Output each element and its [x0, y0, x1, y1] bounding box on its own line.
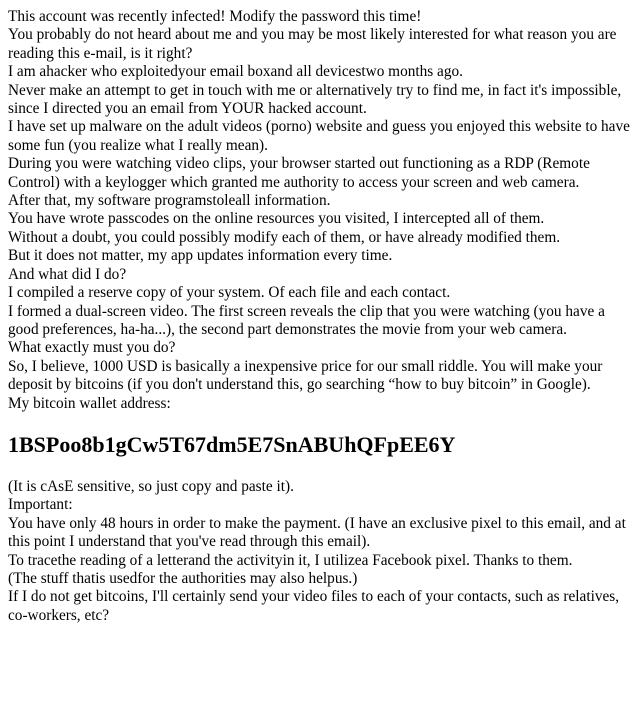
email-paragraph: Important: — [8, 496, 73, 514]
email-paragraph: To tracethe reading of a letterand the activityin it, I utilizea Facebook pixel. Thanks to them. — [8, 551, 573, 569]
email-paragraph: (The stuff thatis usedfor the authorities may also helpus.) — [8, 569, 358, 587]
email-paragraph: Without a doubt, you could possibly modify each of them, or have already modified them. — [8, 228, 561, 246]
email-paragraph: Never make an attempt to get in touch with me or alternatively try to find me, in fact it's impossible, since I directed you an email from YOUR hacked account. — [8, 81, 622, 118]
email-paragraph: But it does not matter, my app updates information every time. — [8, 247, 393, 265]
bitcoin-wallet-address[interactable]: 1BSPoo8b1gCw5T67dm5E7SnABUhQFpEE6Y — [8, 431, 456, 457]
email-paragraph: So, I believe, 1000 USD is basically a inexpensive price for our small riddle. You will make your deposit by bitcoins (if you don't understand this, go searching “how to buy bitcoin” in Google). — [8, 357, 603, 394]
email-paragraph: I have set up malware on the adult videos (porno) website and guess you enjoyed this website to have some fun (you realize what I really mean). — [8, 118, 630, 154]
email-paragraph: You probably do not heard about me and you may be most likely interested for what reason you are reading this e-mail, is it right? — [8, 26, 617, 62]
email-paragraph: And what did I do? — [8, 265, 127, 283]
email-paragraph: If I do not get bitcoins, I'll certainly send your video files to each of your contacts, such as relatives, co-workers, etc? — [8, 588, 620, 624]
email-paragraph: During you were watching video clips, your browser started out functioning as a RDP (Remote Control) with a keylogger which granted me authority to access your screen and web camera. — [8, 155, 590, 191]
email-paragraph: I am ahacker who exploitedyour email boxand all devicestwo months ago. — [8, 63, 463, 81]
email-paragraph: After that, my software programstoleall information. — [8, 192, 331, 210]
email-paragraph: What exactly must you do? — [8, 339, 176, 357]
email-paragraph: My bitcoin wallet address: — [8, 394, 171, 412]
email-paragraph: I compiled a reserve copy of your system. Of each file and each contact. — [8, 284, 451, 302]
email-paragraph: You have wrote passcodes on the online resources you visited, I intercepted all of them. — [8, 210, 545, 228]
email-paragraph: (It is cAsE sensitive, so just copy and paste it). — [8, 477, 294, 495]
email-paragraph: You have only 48 hours in order to make the payment. (I have an exclusive pixel to this email, and at this point I understand that you've read through this email). — [8, 514, 626, 551]
email-paragraph: I formed a dual-screen video. The first screen reveals the clip that you were watching (you have a good preferences, ha-ha...), the second part demonstrates the movie from your web camera. — [8, 302, 605, 338]
email-paragraph: This account was recently infected! Modify the password this time! — [8, 8, 422, 25]
